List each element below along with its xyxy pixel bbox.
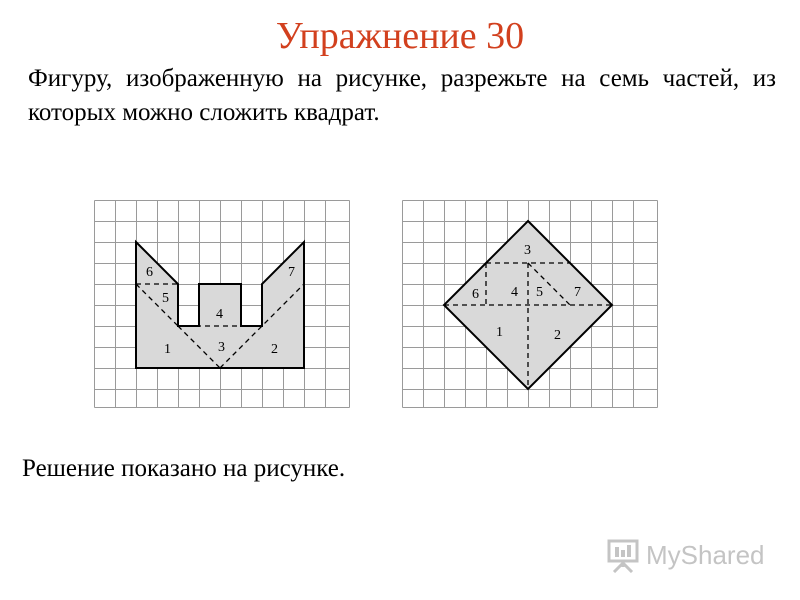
piece-label: 5 bbox=[536, 285, 543, 300]
task-text: Фигуру, изображенную на рисунке, разрежьте на семь частей, из которых можно сложить квадрат. bbox=[28, 65, 776, 126]
figure-right bbox=[398, 196, 662, 412]
piece-label: 1 bbox=[164, 342, 171, 357]
piece-label: 3 bbox=[524, 243, 531, 258]
piece-label: 3 bbox=[218, 340, 225, 355]
piece-label: 7 bbox=[288, 265, 295, 280]
watermark-text: MyShared bbox=[646, 539, 765, 570]
slide-title: Упражнение 30 bbox=[275, 15, 525, 57]
piece-label: 7 bbox=[574, 285, 581, 300]
piece-label: 4 bbox=[216, 307, 223, 322]
solution-text: Решение показано на рисунке. bbox=[22, 455, 346, 482]
piece-label: 1 bbox=[496, 325, 503, 340]
piece-label: 5 bbox=[162, 291, 169, 306]
piece-label: 6 bbox=[472, 287, 479, 302]
piece-label: 6 bbox=[146, 265, 153, 280]
figure-left bbox=[90, 196, 354, 412]
presentation-board-icon bbox=[606, 537, 640, 573]
piece-label: 2 bbox=[271, 342, 278, 357]
watermark bbox=[606, 535, 765, 575]
piece-label: 2 bbox=[554, 328, 561, 343]
piece-label: 4 bbox=[511, 285, 518, 300]
